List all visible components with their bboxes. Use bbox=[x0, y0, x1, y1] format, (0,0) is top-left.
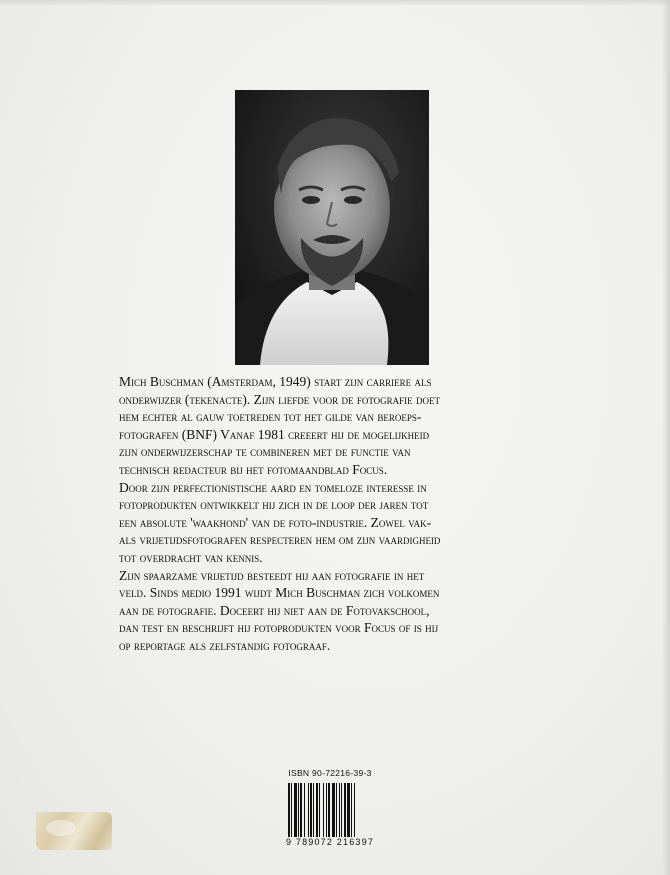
bio-line: Mich Buschman (Amsterdam, 1949) start zijn carriere als bbox=[119, 374, 432, 389]
bio-line: onderwijzer (tekenacte). Zijn liefde voor de fotografie doet bbox=[119, 391, 441, 407]
bio-line: op reportage als zelfstandig fotograaf. bbox=[119, 637, 331, 653]
bio-line: veld. Sinds medio 1991 wijdt Mich Buschman zich volkomen bbox=[119, 585, 440, 601]
portrait-illustration bbox=[235, 90, 429, 365]
bio-line: als vrijetijdsfotografen respecteren hem om zijn vaardigheid bbox=[119, 532, 441, 548]
bio-line: dan test en beschrijft hij fotoprodukten voor Focus of is hij bbox=[119, 620, 439, 636]
isbn-number: ISBN 90-72216-39-3 bbox=[288, 768, 372, 778]
isbn-barcode bbox=[285, 768, 375, 850]
bio-line: hem echter al gauw toetreden tot het gilde van beroeps- bbox=[119, 409, 422, 425]
barcode-bars bbox=[288, 783, 372, 837]
author-portrait-photo bbox=[235, 90, 429, 365]
price-sticker-residue bbox=[36, 812, 112, 850]
bio-line: Door zijn perfectionistische aard en tomeloze interesse in bbox=[119, 479, 427, 495]
bio-line: een absolute 'waakhond' van de foto-industrie. Zowel vak- bbox=[119, 514, 432, 530]
page-edge-top bbox=[0, 0, 670, 6]
bio-line: zijn onderwijzerschap te combineren met de functie van bbox=[119, 444, 411, 460]
bio-line: technisch redacteur bij het fotomaandblad Focus. bbox=[119, 461, 388, 477]
bio-line: fotoprodukten ontwikkelt hij zich in de loop der jaren tot bbox=[119, 497, 429, 513]
page-edge-right bbox=[662, 0, 670, 875]
bio-line: fotografen (BNF) Vanaf 1981 creeert hij de mogelijkheid bbox=[119, 426, 430, 442]
ean-number: 9 789072 216397 bbox=[285, 837, 375, 847]
bio-line: tot overdracht van kennis. bbox=[119, 549, 263, 565]
bio-line: aan de fotografie. Doceert hij niet aan de Fotovakschool, bbox=[119, 602, 430, 618]
bio-line: Zijn spaarzame vrijetijd besteedt hij aan fotografie in het bbox=[119, 567, 425, 583]
author-biography bbox=[119, 373, 549, 655]
